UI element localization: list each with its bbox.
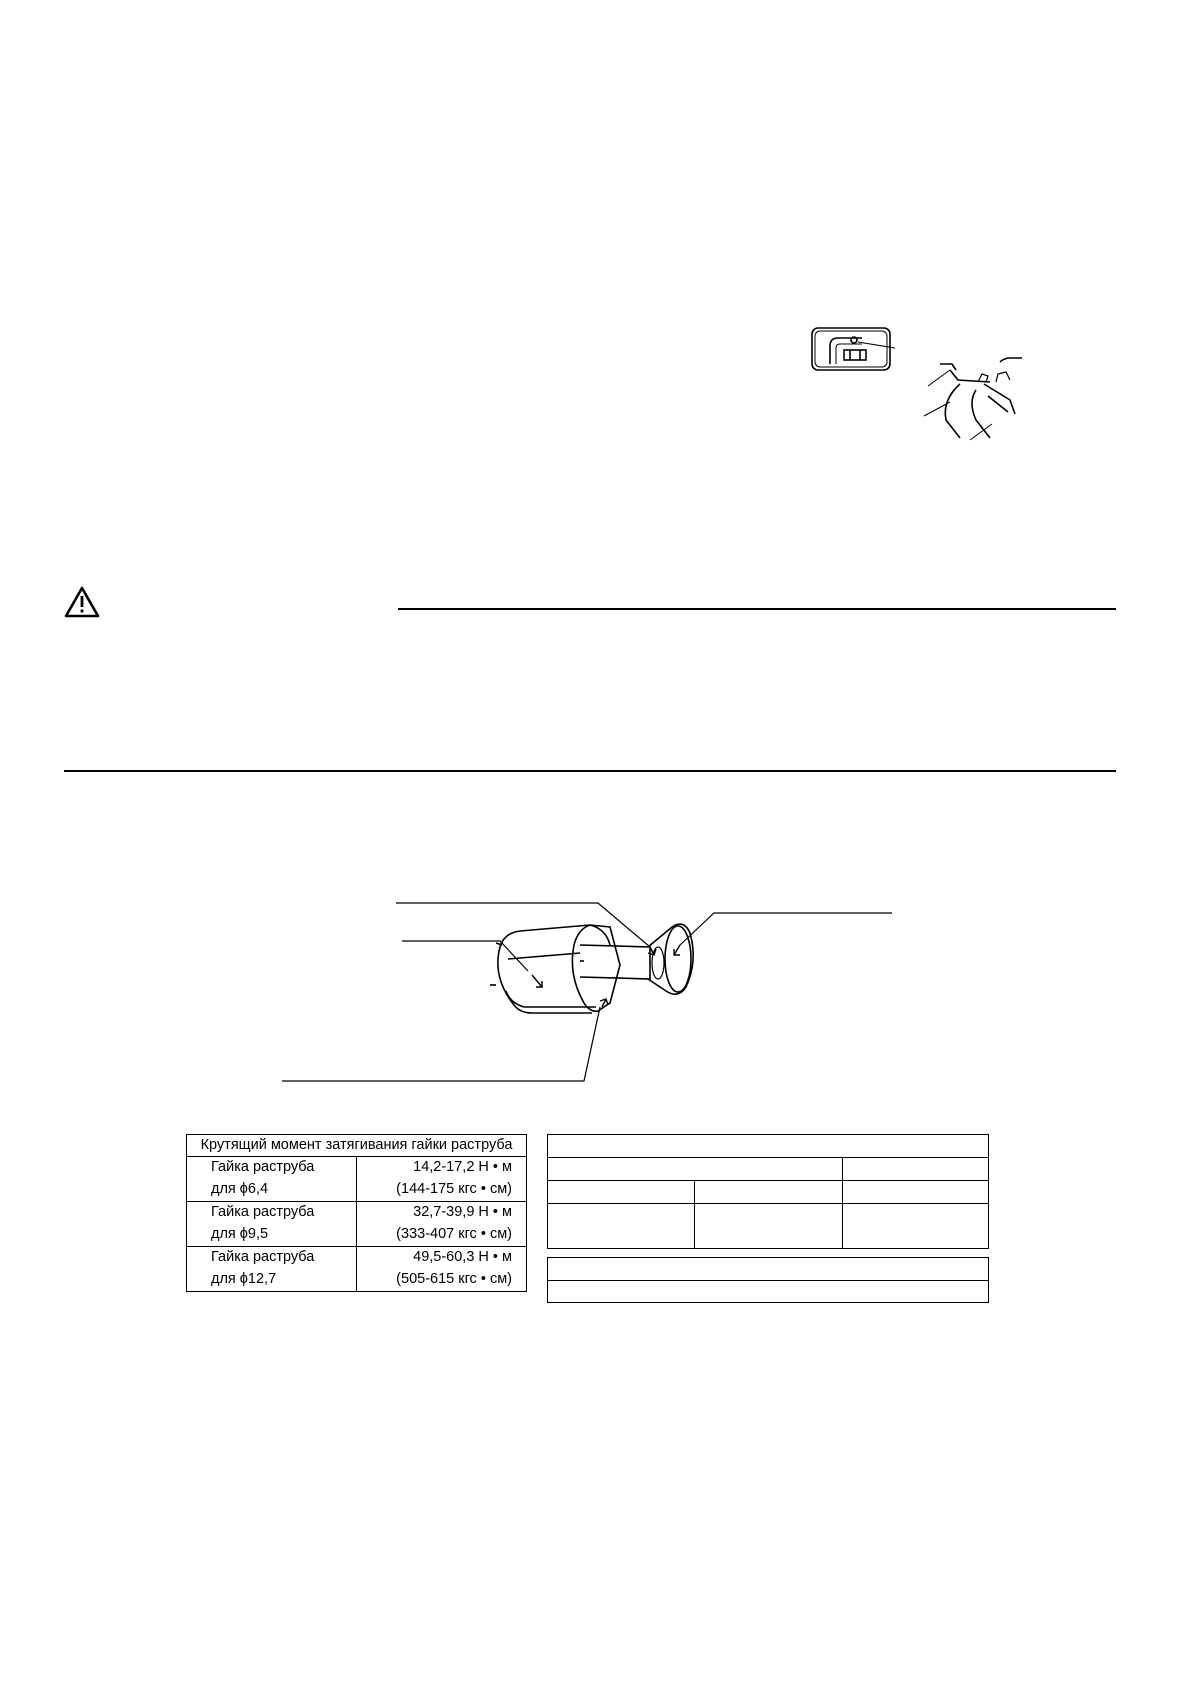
grid-row-divider	[547, 1180, 989, 1181]
flare-nut-illustration	[280, 895, 900, 1085]
grid-row-divider	[547, 1280, 989, 1281]
torque-nm: 49,5-60,3 Н • м	[413, 1249, 512, 1265]
torque-kgfcm: (505-615 кгс • см)	[396, 1271, 512, 1287]
torque-table-header: Крутящий момент затягивания гайки раструба	[187, 1135, 527, 1157]
grid-row-divider	[547, 1157, 989, 1158]
torque-kgfcm: (144-175 кгс • см)	[396, 1181, 512, 1197]
tube-bend	[924, 358, 1022, 440]
section-divider	[64, 770, 1116, 772]
grid-col-divider	[842, 1157, 843, 1249]
warning-triangle-icon	[64, 586, 100, 618]
table-row	[187, 1247, 527, 1292]
nut-label: Гайка раструба	[211, 1159, 315, 1175]
table-row	[187, 1157, 527, 1202]
nut-size: для ϕ12,7	[211, 1271, 277, 1287]
torque-nm: 14,2-17,2 Н • м	[413, 1159, 512, 1175]
nut-cell	[187, 1202, 357, 1247]
warning-heading-rule	[398, 608, 1116, 610]
torque-kgfcm: (333-407 кгс • см)	[396, 1226, 512, 1242]
grid-row-divider	[547, 1203, 989, 1204]
empty-grid-upper	[547, 1134, 989, 1249]
valve-body	[812, 328, 895, 370]
nut-label: Гайка раструба	[211, 1249, 315, 1265]
torque-cell	[357, 1247, 527, 1292]
torque-cell	[357, 1157, 527, 1202]
nut-size: для ϕ9,5	[211, 1226, 269, 1242]
table-row	[187, 1202, 527, 1247]
grid-col-divider	[694, 1180, 695, 1249]
service-valve-illustration	[800, 320, 1040, 460]
nut-size: для ϕ6,4	[211, 1181, 269, 1197]
torque-table	[186, 1134, 527, 1292]
nut-cell	[187, 1247, 357, 1292]
torque-nm: 32,7-39,9 Н • м	[413, 1204, 512, 1220]
nut-cell	[187, 1157, 357, 1202]
nut-label: Гайка раструба	[211, 1204, 315, 1220]
torque-cell	[357, 1202, 527, 1247]
